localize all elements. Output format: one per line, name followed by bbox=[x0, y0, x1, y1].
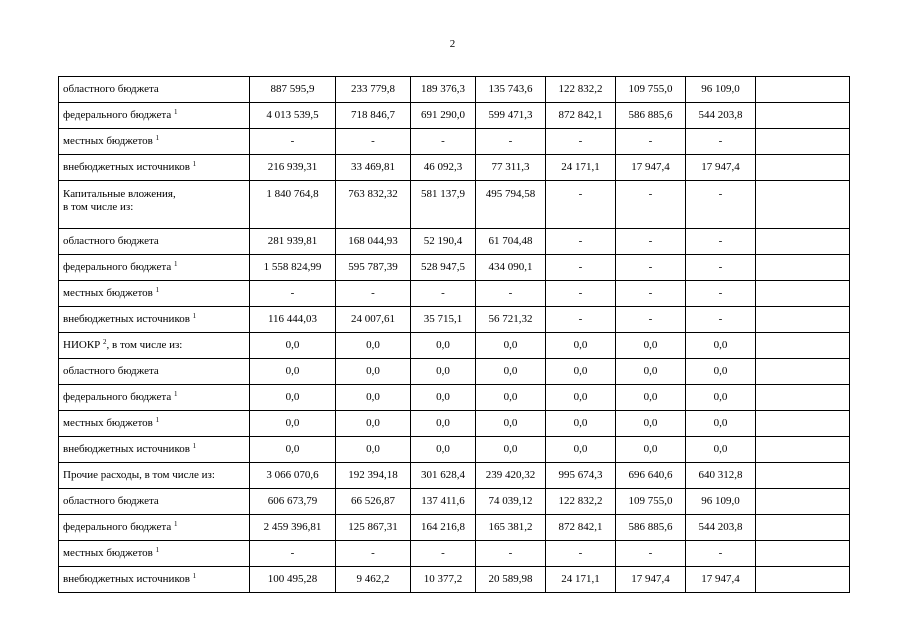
row-label-cell bbox=[59, 103, 250, 129]
value-cell: - bbox=[616, 129, 686, 155]
value-cell bbox=[756, 307, 850, 333]
value-cell: - bbox=[411, 541, 476, 567]
table-row bbox=[59, 103, 850, 129]
table-row bbox=[59, 229, 850, 255]
value-cell: - bbox=[616, 229, 686, 255]
budget-table bbox=[58, 76, 850, 593]
value-cell bbox=[756, 229, 850, 255]
value-cell: 581 137,9 bbox=[411, 181, 476, 229]
row-label-cell bbox=[59, 437, 250, 463]
row-label-cell bbox=[59, 307, 250, 333]
value-cell: - bbox=[336, 281, 411, 307]
value-cell: 599 471,3 bbox=[476, 103, 546, 129]
table-row bbox=[59, 333, 850, 359]
table-row bbox=[59, 77, 850, 103]
value-cell: 0,0 bbox=[476, 333, 546, 359]
footnote-marker: 1 bbox=[173, 260, 178, 268]
value-cell: 0,0 bbox=[686, 385, 756, 411]
row-label-cell bbox=[59, 541, 250, 567]
row-label: областного бюджета bbox=[63, 83, 159, 95]
value-cell: 109 755,0 bbox=[616, 489, 686, 515]
table-row bbox=[59, 359, 850, 385]
value-cell bbox=[756, 129, 850, 155]
value-cell: 0,0 bbox=[250, 359, 336, 385]
table-row bbox=[59, 155, 850, 181]
row-label-cell bbox=[59, 281, 250, 307]
value-cell: 96 109,0 bbox=[686, 489, 756, 515]
table-row bbox=[59, 515, 850, 541]
value-cell: - bbox=[616, 281, 686, 307]
table-row bbox=[59, 307, 850, 333]
value-cell: 995 674,3 bbox=[546, 463, 616, 489]
value-cell: 0,0 bbox=[476, 411, 546, 437]
value-cell: 2 459 396,81 bbox=[250, 515, 336, 541]
value-cell: 192 394,18 bbox=[336, 463, 411, 489]
value-cell: 281 939,81 bbox=[250, 229, 336, 255]
value-cell: 640 312,8 bbox=[686, 463, 756, 489]
value-cell bbox=[756, 541, 850, 567]
row-label: федерального бюджета bbox=[63, 261, 172, 273]
value-cell bbox=[756, 181, 850, 229]
value-cell: 887 595,9 bbox=[250, 77, 336, 103]
value-cell: 4 013 539,5 bbox=[250, 103, 336, 129]
value-cell: - bbox=[616, 181, 686, 229]
table-row bbox=[59, 281, 850, 307]
value-cell bbox=[756, 155, 850, 181]
value-cell bbox=[756, 333, 850, 359]
row-label-cell bbox=[59, 359, 250, 385]
value-cell: 0,0 bbox=[336, 385, 411, 411]
value-cell: 56 721,32 bbox=[476, 307, 546, 333]
value-cell: 24 171,1 bbox=[546, 155, 616, 181]
value-cell: 20 589,98 bbox=[476, 567, 546, 593]
value-cell: 168 044,93 bbox=[336, 229, 411, 255]
value-cell bbox=[756, 437, 850, 463]
footnote-marker: 1 bbox=[155, 134, 160, 142]
value-cell: - bbox=[336, 541, 411, 567]
footnote-marker: 1 bbox=[155, 546, 160, 554]
table-row bbox=[59, 567, 850, 593]
value-cell bbox=[756, 103, 850, 129]
row-label: местных бюджетов bbox=[63, 417, 153, 429]
value-cell: - bbox=[686, 129, 756, 155]
value-cell: - bbox=[686, 307, 756, 333]
value-cell: 0,0 bbox=[546, 411, 616, 437]
row-label-cell bbox=[59, 515, 250, 541]
value-cell: 0,0 bbox=[250, 411, 336, 437]
value-cell: 0,0 bbox=[616, 411, 686, 437]
value-cell: - bbox=[686, 229, 756, 255]
value-cell: 33 469,81 bbox=[336, 155, 411, 181]
value-cell: 52 190,4 bbox=[411, 229, 476, 255]
row-label: областного бюджета bbox=[63, 235, 159, 247]
footnote-marker: 1 bbox=[173, 390, 178, 398]
value-cell: 528 947,5 bbox=[411, 255, 476, 281]
value-cell: 35 715,1 bbox=[411, 307, 476, 333]
value-cell: 17 947,4 bbox=[686, 155, 756, 181]
value-cell bbox=[756, 385, 850, 411]
value-cell bbox=[756, 77, 850, 103]
value-cell: 1 558 824,99 bbox=[250, 255, 336, 281]
value-cell bbox=[756, 281, 850, 307]
value-cell: - bbox=[616, 307, 686, 333]
value-cell: 77 311,3 bbox=[476, 155, 546, 181]
value-cell: 0,0 bbox=[336, 437, 411, 463]
value-cell: 301 628,4 bbox=[411, 463, 476, 489]
value-cell: - bbox=[336, 129, 411, 155]
value-cell: 0,0 bbox=[336, 359, 411, 385]
value-cell: 0,0 bbox=[411, 333, 476, 359]
value-cell: - bbox=[686, 281, 756, 307]
row-label-cell bbox=[59, 155, 250, 181]
row-label: федерального бюджета bbox=[63, 109, 172, 121]
value-cell: 74 039,12 bbox=[476, 489, 546, 515]
value-cell: 0,0 bbox=[411, 437, 476, 463]
value-cell: 9 462,2 bbox=[336, 567, 411, 593]
value-cell: 0,0 bbox=[411, 411, 476, 437]
value-cell: 0,0 bbox=[616, 437, 686, 463]
value-cell: - bbox=[546, 129, 616, 155]
row-label-cell bbox=[59, 411, 250, 437]
row-label: областного бюджета bbox=[63, 495, 159, 507]
value-cell: 165 381,2 bbox=[476, 515, 546, 541]
row-label-cell bbox=[59, 229, 250, 255]
value-cell: 24 171,1 bbox=[546, 567, 616, 593]
value-cell: - bbox=[686, 181, 756, 229]
value-cell: 691 290,0 bbox=[411, 103, 476, 129]
value-cell: 0,0 bbox=[250, 437, 336, 463]
value-cell: 17 947,4 bbox=[616, 567, 686, 593]
value-cell: - bbox=[411, 129, 476, 155]
footnote-marker: 2 bbox=[103, 338, 107, 346]
value-cell: 595 787,39 bbox=[336, 255, 411, 281]
value-cell: - bbox=[546, 281, 616, 307]
footnote-marker: 1 bbox=[192, 312, 197, 320]
row-label-cell bbox=[59, 77, 250, 103]
row-label: внебюджетных источников bbox=[63, 313, 190, 325]
value-cell bbox=[756, 411, 850, 437]
footnote-marker: 1 bbox=[192, 442, 197, 450]
value-cell: 544 203,8 bbox=[686, 515, 756, 541]
value-cell: 696 640,6 bbox=[616, 463, 686, 489]
value-cell: 872 842,1 bbox=[546, 103, 616, 129]
value-cell: 0,0 bbox=[686, 359, 756, 385]
value-cell bbox=[756, 255, 850, 281]
table-row bbox=[59, 411, 850, 437]
value-cell: - bbox=[476, 281, 546, 307]
value-cell: - bbox=[546, 255, 616, 281]
value-cell: 718 846,7 bbox=[336, 103, 411, 129]
table-row bbox=[59, 541, 850, 567]
value-cell: 0,0 bbox=[411, 359, 476, 385]
value-cell: 216 939,31 bbox=[250, 155, 336, 181]
table-row bbox=[59, 181, 850, 229]
value-cell: 137 411,6 bbox=[411, 489, 476, 515]
value-cell: 606 673,79 bbox=[250, 489, 336, 515]
value-cell: 586 885,6 bbox=[616, 515, 686, 541]
row-label: областного бюджета bbox=[63, 365, 159, 377]
table-row bbox=[59, 489, 850, 515]
value-cell: 189 376,3 bbox=[411, 77, 476, 103]
value-cell: 0,0 bbox=[476, 437, 546, 463]
row-label-cell bbox=[59, 463, 250, 489]
value-cell: 122 832,2 bbox=[546, 77, 616, 103]
value-cell: 233 779,8 bbox=[336, 77, 411, 103]
row-label-cell bbox=[59, 489, 250, 515]
value-cell: 46 092,3 bbox=[411, 155, 476, 181]
row-label-cell bbox=[59, 385, 250, 411]
value-cell: 763 832,32 bbox=[336, 181, 411, 229]
page-number: 2 bbox=[449, 38, 456, 50]
value-cell: - bbox=[250, 281, 336, 307]
value-cell: - bbox=[616, 255, 686, 281]
value-cell: 586 885,6 bbox=[616, 103, 686, 129]
value-cell: - bbox=[250, 541, 336, 567]
value-cell: 872 842,1 bbox=[546, 515, 616, 541]
value-cell: 0,0 bbox=[250, 385, 336, 411]
row-label-suffix: , в том числе из: bbox=[106, 339, 183, 351]
row-label: НИОКР bbox=[63, 339, 101, 351]
value-cell bbox=[756, 515, 850, 541]
value-cell bbox=[756, 463, 850, 489]
table-row bbox=[59, 437, 850, 463]
value-cell: 1 840 764,8 bbox=[250, 181, 336, 229]
value-cell: 116 444,03 bbox=[250, 307, 336, 333]
value-cell bbox=[756, 489, 850, 515]
table-row bbox=[59, 255, 850, 281]
row-label-cell bbox=[59, 567, 250, 593]
value-cell bbox=[756, 567, 850, 593]
table-row bbox=[59, 385, 850, 411]
value-cell: 164 216,8 bbox=[411, 515, 476, 541]
row-label: местных бюджетов bbox=[63, 135, 153, 147]
footnote-marker: 1 bbox=[173, 520, 178, 528]
value-cell: 434 090,1 bbox=[476, 255, 546, 281]
row-label: внебюджетных источников bbox=[63, 443, 190, 455]
value-cell: 17 947,4 bbox=[686, 567, 756, 593]
row-label-cell bbox=[59, 255, 250, 281]
value-cell: 0,0 bbox=[546, 359, 616, 385]
footnote-marker: 1 bbox=[173, 108, 178, 116]
value-cell: 0,0 bbox=[546, 437, 616, 463]
value-cell: 24 007,61 bbox=[336, 307, 411, 333]
value-cell: - bbox=[476, 129, 546, 155]
value-cell bbox=[756, 359, 850, 385]
value-cell: - bbox=[546, 307, 616, 333]
value-cell: - bbox=[686, 255, 756, 281]
value-cell: 239 420,32 bbox=[476, 463, 546, 489]
row-label-cell bbox=[59, 129, 250, 155]
table-row bbox=[59, 463, 850, 489]
row-label: Капитальные вложения, bbox=[63, 188, 176, 200]
value-cell: 0,0 bbox=[686, 333, 756, 359]
row-label: внебюджетных источников bbox=[63, 161, 190, 173]
value-cell: - bbox=[546, 229, 616, 255]
value-cell: 122 832,2 bbox=[546, 489, 616, 515]
value-cell: 0,0 bbox=[616, 359, 686, 385]
value-cell: 0,0 bbox=[686, 411, 756, 437]
value-cell: - bbox=[546, 541, 616, 567]
value-cell: - bbox=[616, 541, 686, 567]
value-cell: - bbox=[250, 129, 336, 155]
value-cell: 61 704,48 bbox=[476, 229, 546, 255]
value-cell: - bbox=[546, 181, 616, 229]
value-cell: - bbox=[411, 281, 476, 307]
row-label-cell bbox=[59, 333, 250, 359]
value-cell: 10 377,2 bbox=[411, 567, 476, 593]
value-cell: 0,0 bbox=[546, 385, 616, 411]
value-cell: 0,0 bbox=[250, 333, 336, 359]
value-cell: - bbox=[686, 541, 756, 567]
value-cell: 66 526,87 bbox=[336, 489, 411, 515]
footnote-marker: 1 bbox=[155, 286, 160, 294]
value-cell: 0,0 bbox=[546, 333, 616, 359]
value-cell: 3 066 070,6 bbox=[250, 463, 336, 489]
value-cell: 0,0 bbox=[616, 385, 686, 411]
row-label: внебюджетных источников bbox=[63, 573, 190, 585]
value-cell: 495 794,58 bbox=[476, 181, 546, 229]
value-cell: 0,0 bbox=[476, 385, 546, 411]
value-cell: 544 203,8 bbox=[686, 103, 756, 129]
row-label: федерального бюджета bbox=[63, 521, 172, 533]
value-cell: 0,0 bbox=[336, 411, 411, 437]
value-cell: 0,0 bbox=[336, 333, 411, 359]
value-cell: 135 743,6 bbox=[476, 77, 546, 103]
value-cell: 100 495,28 bbox=[250, 567, 336, 593]
value-cell: 0,0 bbox=[686, 437, 756, 463]
row-label-line2: в том числе из: bbox=[63, 201, 134, 213]
row-label: федерального бюджета bbox=[63, 391, 172, 403]
footnote-marker: 1 bbox=[192, 572, 197, 580]
value-cell: 109 755,0 bbox=[616, 77, 686, 103]
row-label-cell bbox=[59, 181, 250, 229]
value-cell: 0,0 bbox=[616, 333, 686, 359]
footnote-marker: 1 bbox=[192, 160, 197, 168]
table-row bbox=[59, 129, 850, 155]
row-label: Прочие расходы, в том числе из: bbox=[63, 469, 215, 481]
value-cell: 96 109,0 bbox=[686, 77, 756, 103]
value-cell: 17 947,4 bbox=[616, 155, 686, 181]
row-label: местных бюджетов bbox=[63, 287, 153, 299]
value-cell: 0,0 bbox=[411, 385, 476, 411]
footnote-marker: 1 bbox=[155, 416, 160, 424]
value-cell: 0,0 bbox=[476, 359, 546, 385]
value-cell: 125 867,31 bbox=[336, 515, 411, 541]
row-label: местных бюджетов bbox=[63, 547, 153, 559]
value-cell: - bbox=[476, 541, 546, 567]
